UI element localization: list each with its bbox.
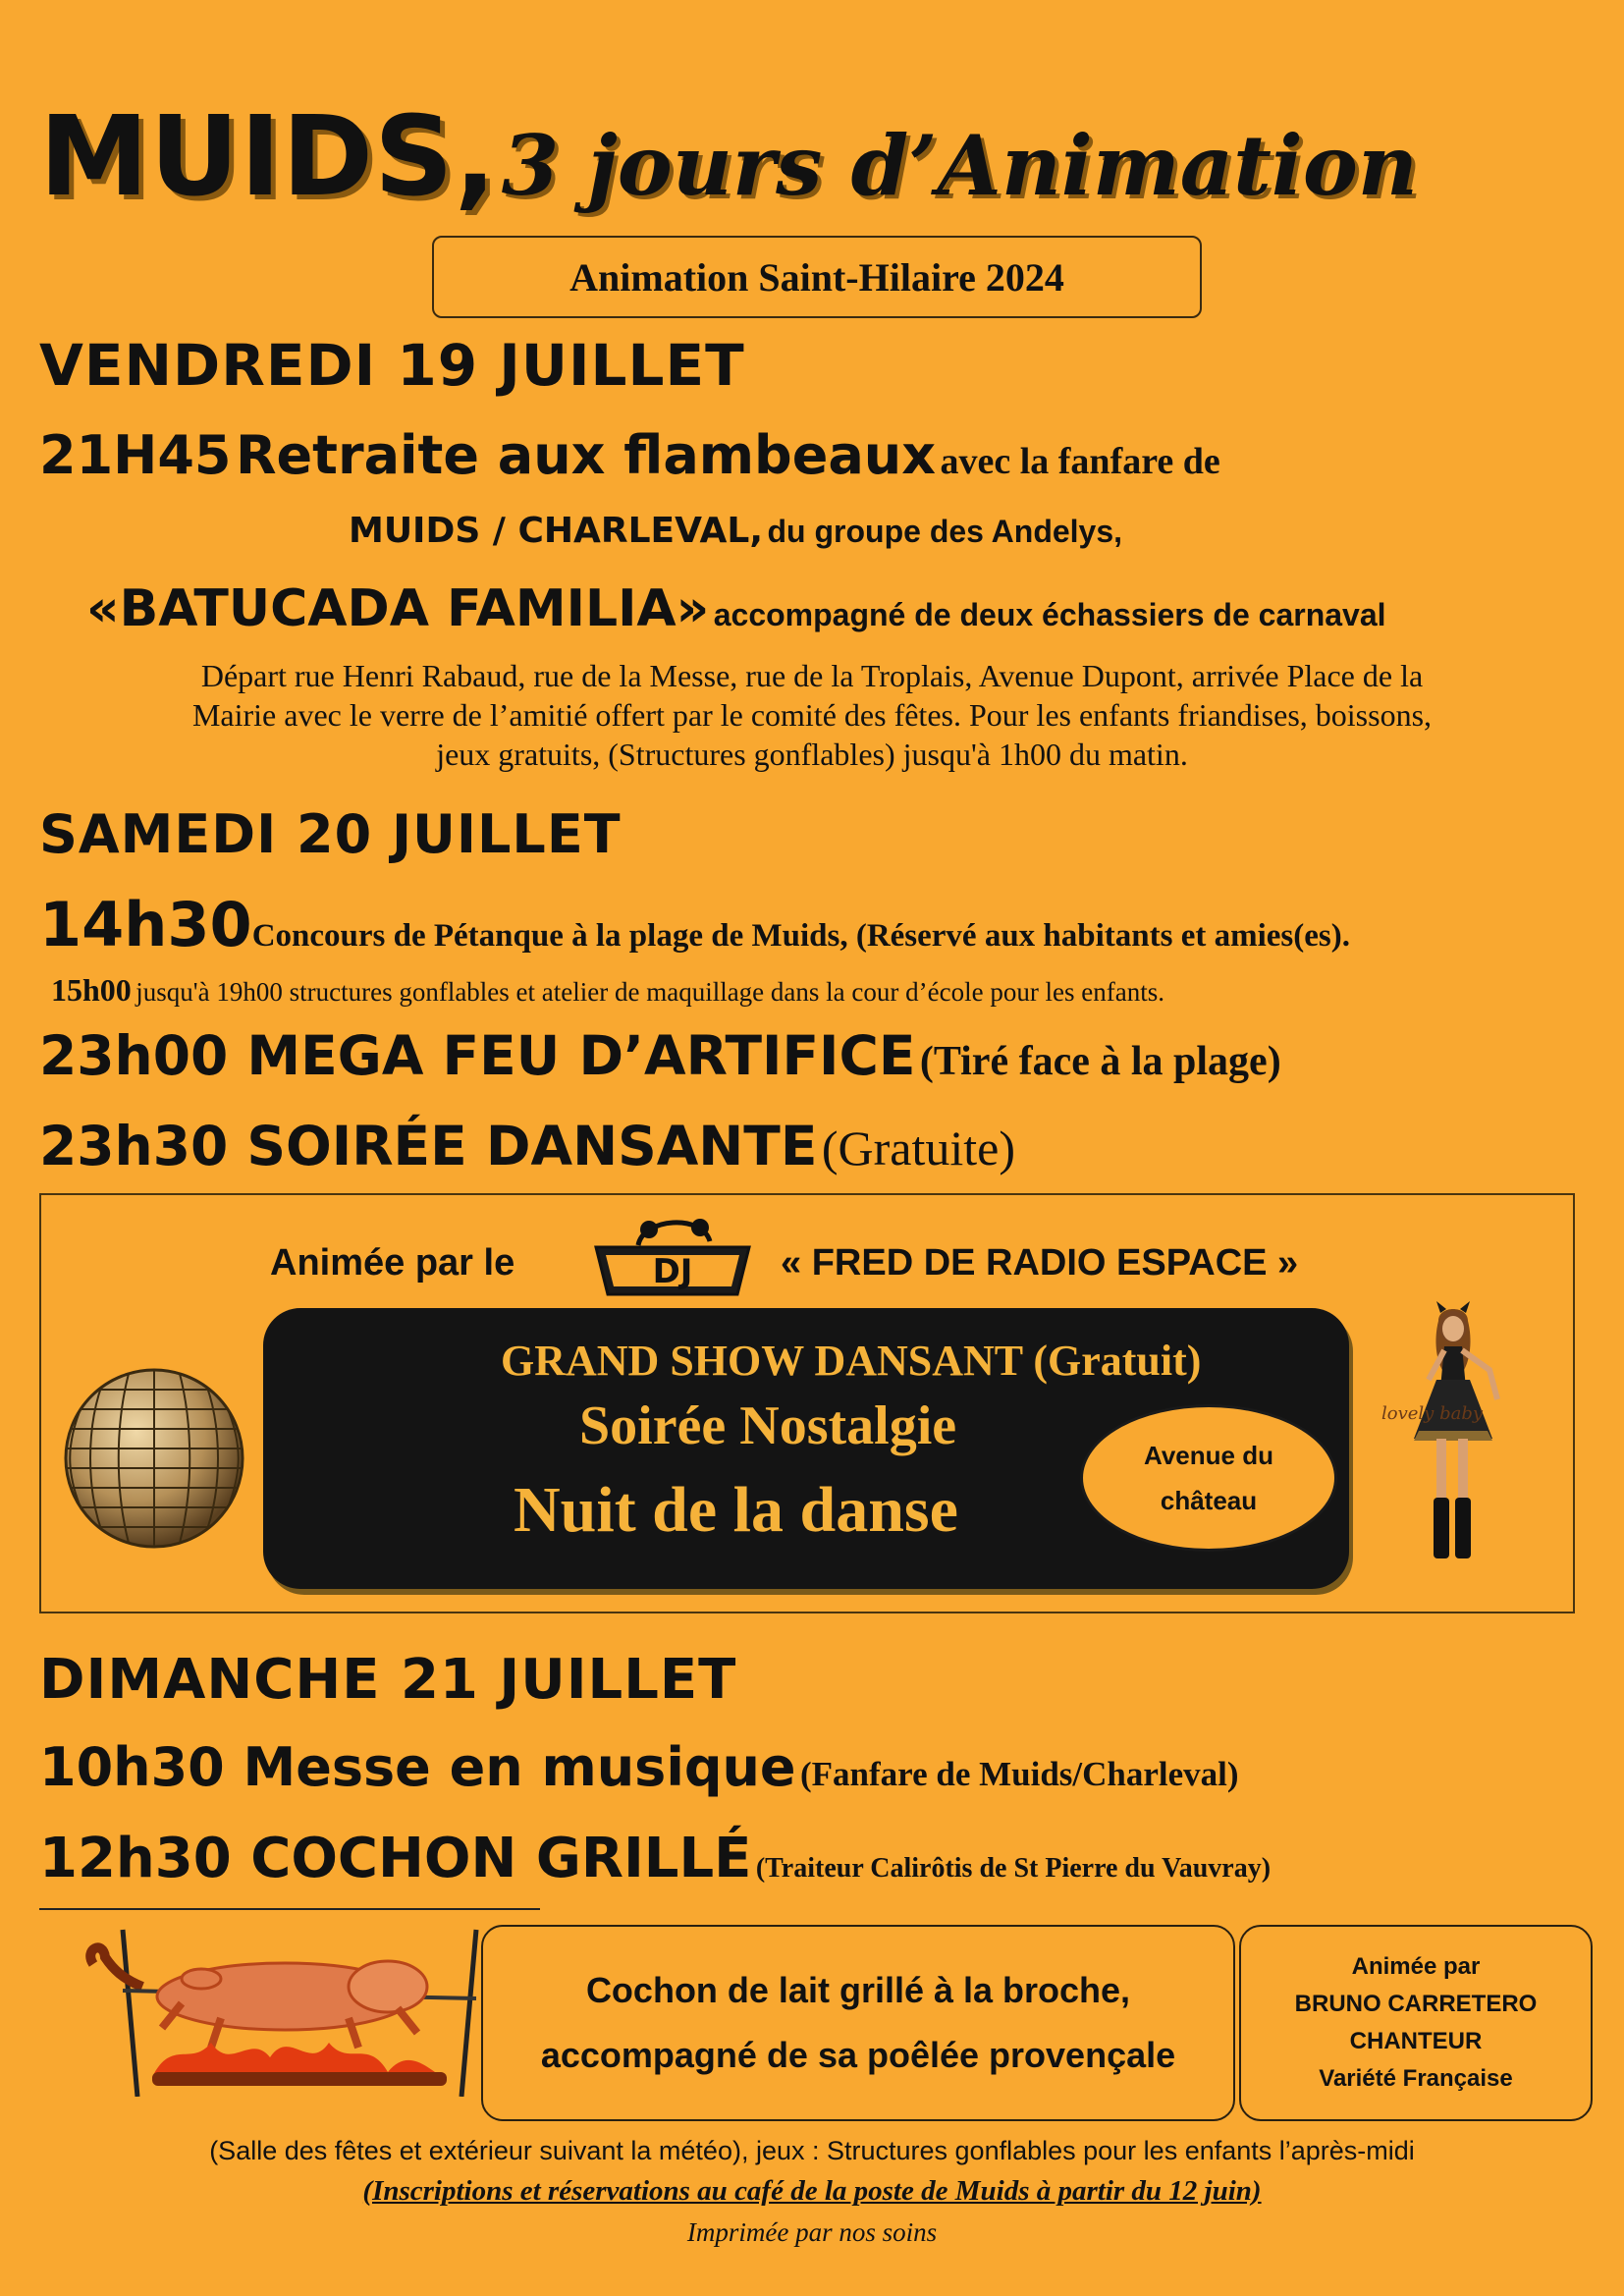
structures-text: jusqu'à 19h00 structures gonflables et atelier de maquillage dans la cour d’école pour les enfants. — [135, 977, 1165, 1007]
poster-title — [39, 93, 1591, 221]
friday-groupe: du groupe des Andelys, — [767, 514, 1123, 549]
echassiers: accompagné de deux échassiers de carnaval — [713, 597, 1386, 632]
friday-event-2 — [349, 511, 1122, 551]
traiteur: (Traiteur Calirôtis de St Pierre du Vauvray) — [755, 1853, 1272, 1884]
cochon-line-1: Cochon de lait grillé à la broche, — [585, 1970, 1131, 2010]
footer-note: (Salle des fêtes et extérieur suivant la météo), jeux : Structures gonflables pour les enfants l’après-midi — [209, 2136, 1415, 2165]
bruno-line-1: Animée par — [1351, 1953, 1481, 1980]
cochon-menu-card — [481, 1925, 1235, 2121]
footer-printed: Imprimée par nos soins — [686, 2217, 938, 2247]
sunday-event-2 — [39, 1827, 1271, 1890]
friday-event-3 — [86, 579, 1386, 638]
saturday-event-2 — [51, 972, 1164, 1009]
batucada: «BATUCADA FAMILIA» — [86, 579, 710, 638]
friday-desc-line-3: jeux gratuits, (Structures gonflables) jusqu'à 1h00 du matin. — [436, 737, 1188, 772]
disco-ball-icon — [61, 1365, 247, 1552]
messe-en-musique: 10h30 Messe en musique — [39, 1736, 796, 1798]
day-saturday: SAMEDI 20 JUILLET — [39, 803, 622, 865]
friday-event-title: Retraite aux flambeaux — [235, 424, 937, 486]
day-sunday: DIMANCHE 21 JUILLET — [39, 1648, 737, 1712]
saturday-event-4 — [39, 1115, 1015, 1177]
footer-inscriptions: (Inscriptions et réservations au café de la poste de Muids à partir du 12 juin) — [362, 2175, 1262, 2207]
soiree-gratuite: (Gratuite) — [821, 1121, 1015, 1175]
feu-artifice: 23h00 MEGA FEU D’ARTIFICE — [39, 1024, 916, 1087]
feu-artifice-tail: (Tiré face à la plage) — [919, 1039, 1281, 1084]
fred-radio-espace: « FRED DE RADIO ESPACE » — [781, 1242, 1299, 1284]
friday-event-tail: avec la fanfare de — [940, 441, 1220, 482]
saturday-event-3 — [39, 1024, 1281, 1087]
sunday-event-1 — [39, 1736, 1239, 1798]
dancer-caption: lovely baby — [1381, 1403, 1484, 1424]
title-3-jours: 3 jours d’Animation — [501, 117, 1418, 214]
day-friday: VENDREDI 19 JUILLET — [39, 332, 745, 399]
dj-console-icon — [584, 1208, 761, 1301]
avenue-line-2: château — [1160, 1486, 1258, 1515]
soiree-dansante: 23h30 SOIRÉE DANSANTE — [39, 1115, 818, 1177]
bruno-line-2: BRUNO CARRETERO — [1294, 1991, 1538, 2017]
structures-time: 15h00 — [51, 972, 132, 1008]
title-muids: MUIDS, — [39, 93, 498, 221]
messe-tail: (Fanfare de Muids/Charleval) — [800, 1755, 1239, 1793]
nuit-de-la-danse: Nuit de la danse — [514, 1474, 958, 1546]
anime-par-label: Animée par le — [270, 1242, 515, 1284]
bruno-line-4: Variété Française — [1319, 2065, 1513, 2092]
saturday-event-1 — [39, 889, 1350, 960]
friday-desc-line-2: Mairie avec le verre de l’amitié offert par le comité des fêtes. Pour les enfants friandises, boissons, — [191, 697, 1433, 733]
friday-desc-line-1: Départ rue Henri Rabaud, rue de la Messe, rue de la Troplais, Avenue Dupont, arrivée Place de la — [200, 658, 1424, 693]
cochon-line-2: accompagné de sa poêlée provençale — [540, 2035, 1176, 2075]
roast-pig-icon — [83, 1910, 496, 2097]
cochon-grille: 12h30 COCHON GRILLÉ — [39, 1827, 752, 1890]
bruno-line-3: CHANTEUR — [1349, 2028, 1483, 2054]
subtitle-box: Animation Saint-Hilaire 2024 — [432, 236, 1202, 318]
bruno-card — [1239, 1925, 1593, 2121]
grand-show-title: GRAND SHOW DANSANT (Gratuit) — [501, 1337, 1202, 1385]
friday-event-1 — [39, 424, 1220, 486]
petanque-text: Concours de Pétanque à la plage de Muids, (Réservé aux habitants et amies(es). — [251, 918, 1350, 954]
friday-time: 21H45 — [39, 424, 232, 486]
petanque-time: 14h30 — [39, 889, 252, 960]
soiree-nostalgie: Soirée Nostalgie — [579, 1395, 957, 1456]
avenue-line-1: Avenue du — [1144, 1441, 1273, 1470]
dj-logo-text: DJ — [652, 1252, 693, 1291]
dancer-illustration — [1380, 1301, 1527, 1566]
friday-description — [39, 656, 1585, 774]
avenue-du-chateau-badge — [1080, 1404, 1337, 1552]
friday-fanfare: MUIDS / CHARLEVAL, — [349, 511, 764, 551]
